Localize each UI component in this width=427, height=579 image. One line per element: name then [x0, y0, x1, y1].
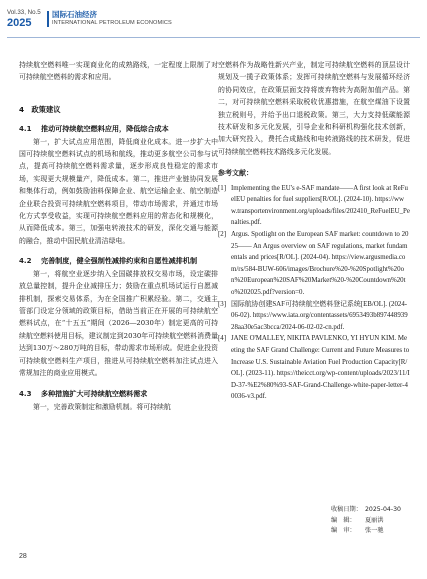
meta-value: 2025-04-30 — [365, 506, 401, 513]
subsection-number: 4.1 — [19, 124, 32, 134]
page-header — [0, 0, 427, 40]
reference-number: [4] — [218, 335, 227, 343]
meta-row-editor — [331, 516, 401, 527]
subsection-4-3-body: 第一，完善政策制定和激励机制。将可持续航 — [33, 402, 171, 411]
page-number: 28 — [19, 553, 27, 560]
subsection-4-3-heading — [19, 388, 218, 400]
reference-text: Implementing the EU's e-SAF mandate——A first look at ReFuelEU penalties for fuel suppliers[R/OL]. (2024-10). https://www.transportenvironment.org/uploads/files/202410_ReFuelEU_Penalties.pdf. — [231, 184, 410, 227]
reference-text: Argus. Spotlight on the European SAF market: countdown to 2025—— An Argus overview on SAF regulations, market fundamentals and prices[R/OL]. (2024-04). https://view.argusmedia.com/rs/584-BUW-606/images/Brochure%20-%20Spotlight%20on%20European%20SAF%20Market%20-%20Countdown%20to%202025.pdf?version=0. — [231, 231, 409, 296]
subsection-4-1-heading — [19, 123, 218, 135]
reference-number: [3] — [218, 300, 227, 308]
subsection-4-1-body: 第一，扩大试点应用范围，降低商业化成本。进一步扩大中国可持续航空燃料试点的机场和航线，推动更多航空公司参与试点，提高可持续航空燃料需求量，逐步形成良性稳定的需求市场，实现更大规模量产，降低成本。第二，推进产业链协同发展和集体行动，例如鼓励油料保障企业、航空运输企业、航空制造企业联合投资可持续航空燃料项目，带动市场需求，并通过市场化方式享受收益，实现可持续航空燃料应用的常态化和规模化，从而降低成本。第三，加强电转液技术的研发，深化交通与能源的融合，推动中国民航业清洁绿电。 — [19, 137, 218, 245]
meta-value: 张一驰 — [365, 527, 384, 534]
header-divider — [47, 11, 49, 27]
meta-row-received — [331, 505, 401, 516]
subsection-number: 4.3 — [19, 389, 32, 399]
meta-value: 夏丽洪 — [365, 516, 384, 524]
reference-item — [218, 299, 410, 334]
reference-item — [218, 333, 410, 403]
subsection-number: 4.2 — [19, 256, 32, 266]
meta-row-reviewer — [331, 526, 401, 537]
subsection-4-2-heading — [19, 255, 218, 267]
left-column — [19, 59, 218, 413]
year-label: 2025 — [7, 17, 32, 29]
subsection-title: 多种措施扩大可持续航空燃料需求 — [41, 389, 148, 399]
subsection-4-2-body: 第一，将航空业逐步纳入全国碳排放权交易市场，设定碳排放总量控制，提升企业减排压力；鼓励在重点机场试运行自愿减排机制，探索交易体系，为在全国推广积累经验。第二，交通主管部门设定分领域的政策目标，借助当前正在开展的可持续航空燃料试点，在“十五五”期间（2026―2030年）制定更高的可持续航空燃料使用目标，建议制定到2030年可持续航空燃料消费量达到130万～280万吨的目标，带动需求市场形成。促进企业投资可持续航空燃料生产项目，推进从可持续航空燃料加注试点进入常规加注的商业应用模式。 — [19, 269, 218, 377]
meta-key: 收稿日期： — [331, 506, 362, 513]
right-body-paragraph: 空燃料作为战略性新兴产业，制定可持续航空燃料的顶层设计规划及一揽子政策体系；发挥可持续航空燃料与发展循环经济的协同效应，在政策层面支持将废弃物转为高附加值产品。第二，对可持续航空燃料采取税收优惠措施，在航空煤油下设置独立税则号，并给予出口退税政策。第三，大力支持低碳能源技术研发和多元化发展，引导企业和科研机构强化技术创新，加大研究投入，费托合成路线和电转液路线的技术研发，促进可持续航空燃料技术路线多元化发展。 — [218, 61, 410, 156]
meta-key: 编 辑： — [331, 516, 356, 524]
header-rule — [7, 37, 420, 38]
reference-item — [218, 183, 410, 229]
journal-title-en: INTERNATIONAL PETROLEUM ECONOMICS — [52, 20, 172, 26]
reference-number: [2] — [218, 231, 227, 239]
volume-label: Vol.33, No.5 — [7, 9, 41, 16]
meta-key: 编 审： — [331, 527, 356, 534]
reference-number: [1] — [218, 184, 227, 192]
reference-item — [218, 229, 410, 299]
subsection-title: 完善制度，健全强制性减排约束和自愿性减排机制 — [41, 256, 198, 266]
subsection-title: 推动可持续航空燃料应用，降低综合成本 — [41, 124, 169, 134]
journal-title-cn: 国际石油经济 — [52, 10, 97, 19]
right-column — [218, 59, 410, 403]
reference-text: JANE O'MALLEY, NIKITA PAVLENKO, YI HYUN KIM. Meeting the SAF Grand Challenge: Current and Future Measures to Increase U.S. Sustainable Aviation Fuel Production Capacity[R/OL]. (2023-11). https://theicct.org/wp-content/uploads/2023/11/ID-37-%E2%80%93-SAF-Grand-Challenge-white-paper-letter-40036-v3.pdf. — [231, 335, 410, 401]
intro-paragraph: 持续航空燃料唯一实现商业化的成熟路线，一定程度上限制了对可持续航空燃料的需求和应用。 — [19, 61, 218, 82]
reference-text: 国际航协创建SAF可持续航空燃料登记系统[EB/OL]. (2024-06-02). https://www.iata.org/contentassets/6953493b89744893928aa30e5ac3bcca/2024-06-02-02-cn.pdf. — [231, 300, 408, 331]
article-meta — [331, 505, 401, 537]
section-title: 4 政策建议 — [19, 104, 61, 114]
references-title: 参考文献： — [218, 169, 253, 178]
